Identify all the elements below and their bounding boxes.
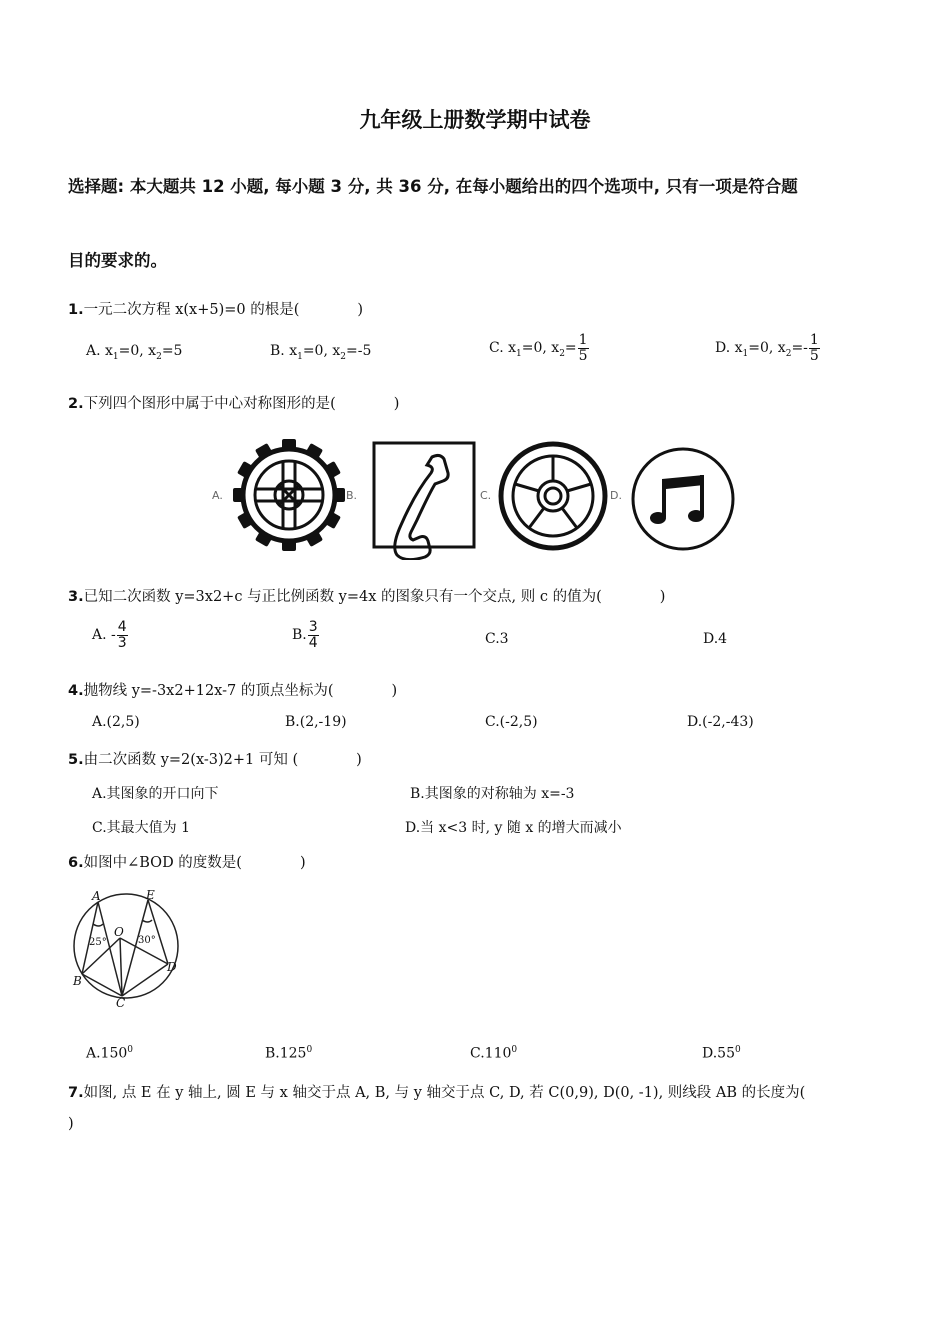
label-a: A [92,889,101,903]
question-text: 一元二次方程 x(x+5)=0 的根是( ) [83,302,364,318]
fig-label-d: D. [610,489,622,502]
q4-option-c: C.(-2,5) [485,714,538,730]
q5-option-c: C.其最大值为 1 [92,820,191,836]
q6-figure-svg [68,888,188,1008]
question-text: 由二次函数 y=2(x-3)2+1 可知 ( ) [83,752,362,768]
q6-option-d: $D.55^0$ [702,1045,741,1062]
q4-option-d: D.(-2,-43) [687,714,754,730]
q1-option-c: C. $x_1=0$, $x_2=$ $\frac{1}{5}$ [489,332,588,364]
page-title: 九年级上册数学期中试卷 [359,108,591,132]
question-text: 抛物线 y=-3x2+12x-7 的顶点坐标为( ) [83,683,398,699]
angle-25: 25° [89,937,107,948]
wheel-figure [501,444,605,548]
angle-30: 30° [138,935,156,946]
question-3 [68,585,665,606]
gear-figure [233,439,345,551]
q4-option-b: B.(2,-19) [285,714,347,730]
question-text: 已知二次函数 y=3x2+c 与正比例函数 y=4x 的图象只有一个交点, 则 c 的值为( ) [83,589,666,605]
question-4 [68,679,397,700]
q3-option-d: D.4 [703,631,728,647]
q4-option-a: A.(2,5) [92,714,140,730]
question-5 [68,748,362,769]
q3-option-a: A. - $\frac{4}{3}$ [92,619,127,651]
question-number: 4. [68,683,84,699]
q5-option-b: B.其图象的对称轴为 x=-3 [410,786,575,802]
q1-option-a: A. $x_1=0$, $x_2=5$ [86,343,183,362]
question-number: 6. [68,855,84,871]
q2-figure-svg [200,425,750,560]
label-b: B [73,974,82,988]
section-heading-line1: 选择题: 本大题共 12 小题, 每小题 3 分, 共 36 分, 在每小题给出的四个选项中, 只有一项是符合题 [68,177,798,196]
q2-figures [200,425,750,560]
q6-option-b: B.125$^0$ [265,1045,313,1062]
q3-option-b: B. $\frac{3}{4}$ [292,619,318,651]
q6-option-a: A.150$^0$ [86,1045,134,1062]
question-number: 5. [68,752,84,768]
phone-figure [374,443,474,560]
question-text: 如图中∠BOD 的度数是( ) [83,855,306,871]
q5-option-a: A.其图象的开口向下 [92,786,219,802]
label-e: E [146,888,155,902]
question-text: 如图, 点 E 在 y 轴上, 圆 E 与 x 轴交于点 A, B, 与 y 轴交于点 C, D, 若 C(0,9), D(0, -1), 则线段 AB 的长度为( [83,1085,806,1101]
label-c: C [116,996,126,1008]
question-number: 3. [68,589,84,605]
q3-option-c: C.3 [485,631,509,647]
q5-option-d: D.当 x<3 时, y 随 x 的增大而减小 [405,820,622,836]
fig-label-c: C. [480,489,492,502]
question-2 [68,392,399,413]
question-number: 2. [68,396,84,412]
fig-label-a: A. [212,489,223,502]
question-text: 下列四个图形中属于中心对称图形的是( ) [83,396,400,412]
q1-option-b: B. $x_1=0$, $x_2=-5$ [270,343,372,362]
question-number: 1. [68,302,84,318]
q6-circle-figure [68,888,188,1008]
question-1 [68,298,363,319]
label-d: D [167,960,177,974]
q6-option-c: C.110$^0$ [470,1045,518,1062]
q1-option-d: D. $x_1=0$, $x_2=-$ $\frac{1}{5}$ [715,332,819,364]
label-o: O [114,925,124,939]
question-7 [68,1081,884,1102]
question-7-continued: ) [68,1116,74,1132]
question-number: 7. [68,1085,84,1101]
fig-label-b: B. [346,489,358,502]
section-heading-line2: 目的要求的。 [68,251,167,270]
question-6 [68,851,306,872]
music-note-figure [633,449,733,549]
